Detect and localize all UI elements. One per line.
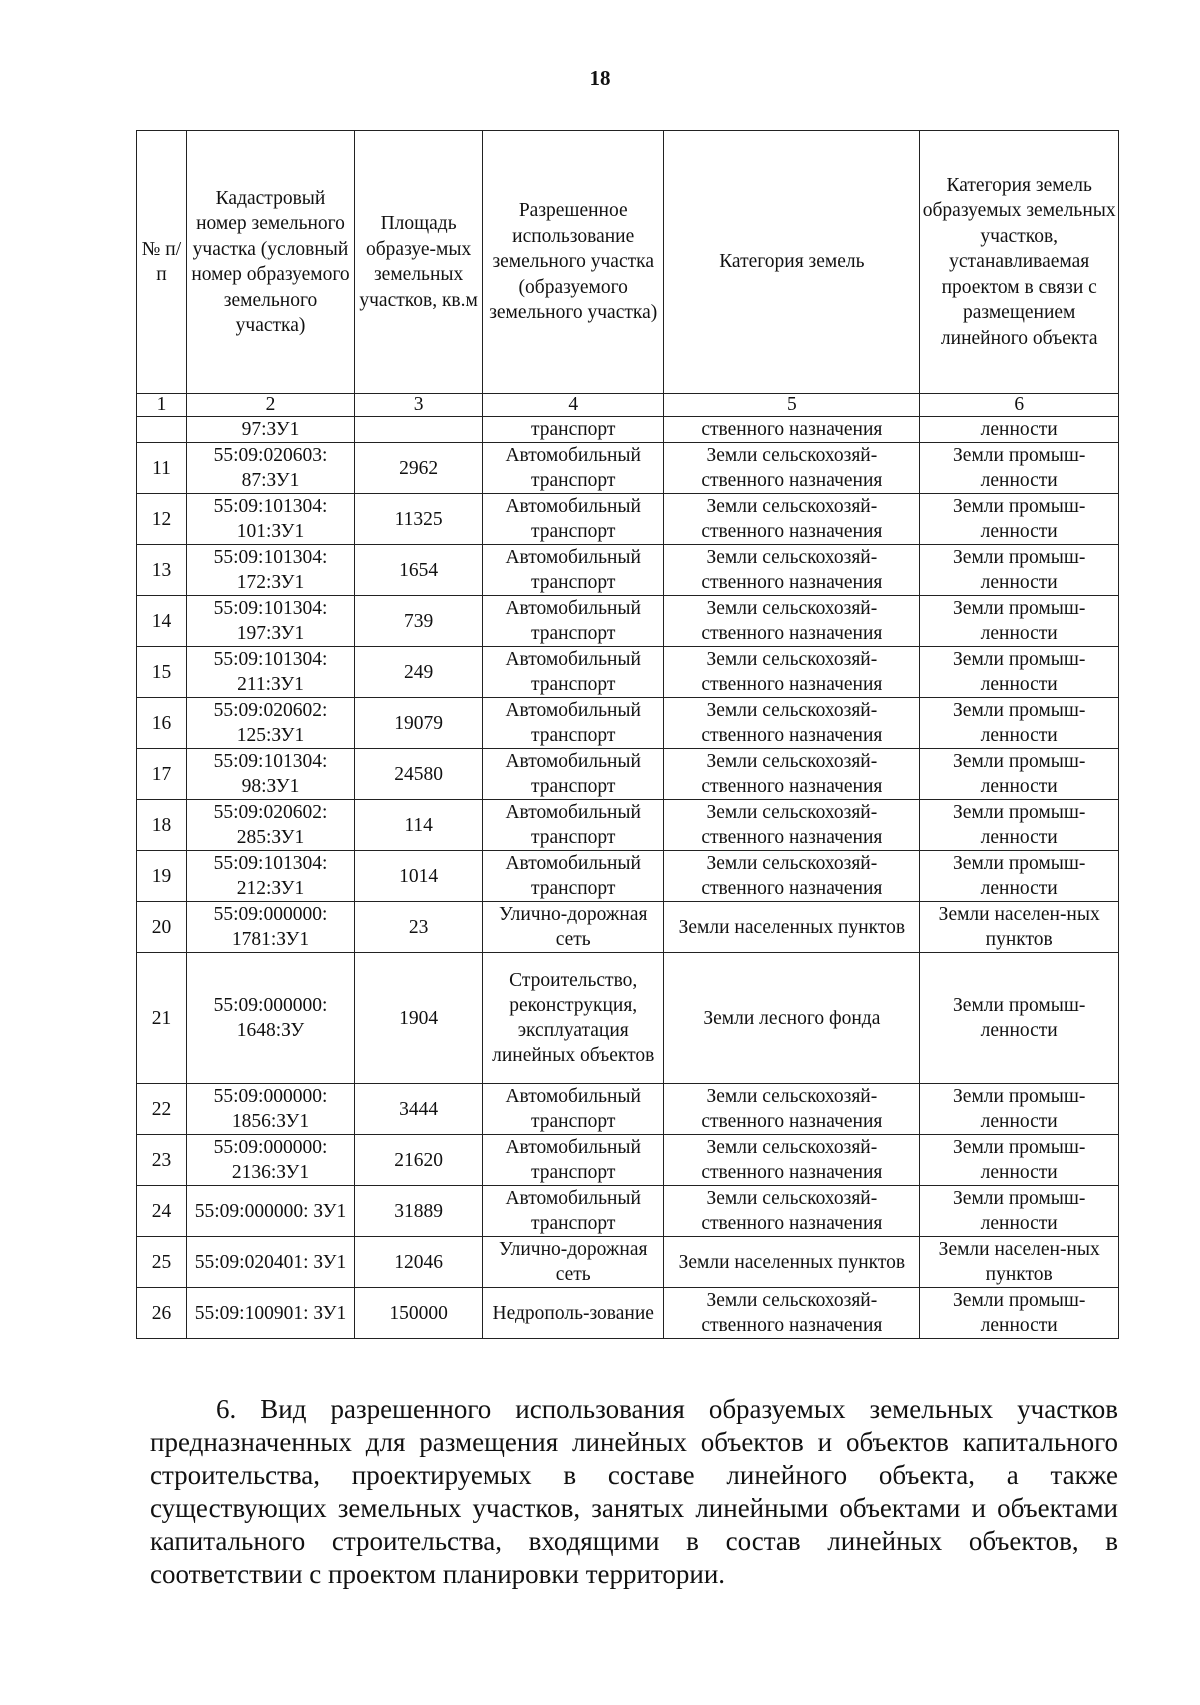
header-cell-cadastral: Кадастровый номер земельного участка (условный номер образуемого земельного участка) <box>186 131 354 394</box>
section-paragraph <box>150 1393 1118 1591</box>
table-cell: Земли сельскохозяй-ственного назначения <box>664 1135 920 1186</box>
table-cell: Земли населен-ных пунктов <box>920 1237 1119 1288</box>
table-cell: 25 <box>137 1237 187 1288</box>
table-cell: 1014 <box>355 851 483 902</box>
column-number: 5 <box>664 394 920 417</box>
table-row <box>137 494 1119 545</box>
table-cell <box>137 417 187 443</box>
column-number: 2 <box>186 394 354 417</box>
table-row <box>137 800 1119 851</box>
table-cell: 55:09:101304: 172:ЗУ1 <box>186 545 354 596</box>
table-cell: 55:09:020602: 285:ЗУ1 <box>186 800 354 851</box>
table-cell: 20 <box>137 902 187 953</box>
table-cell: Земли промыш-ленности <box>920 545 1119 596</box>
column-number: 1 <box>137 394 187 417</box>
table-cell: 55:09:000000: 1856:ЗУ1 <box>186 1084 354 1135</box>
table-cell: 31889 <box>355 1186 483 1237</box>
table-cell: Земли промыш-ленности <box>920 1135 1119 1186</box>
table-cell: Автомобильный транспорт <box>483 698 664 749</box>
table-row <box>137 1288 1119 1339</box>
table-cell: 114 <box>355 800 483 851</box>
table-cell: 3444 <box>355 1084 483 1135</box>
table-cell: 150000 <box>355 1288 483 1339</box>
table-cell: 23 <box>137 1135 187 1186</box>
table-cell: 2962 <box>355 443 483 494</box>
table-cell: 23 <box>355 902 483 953</box>
table-cell: 14 <box>137 596 187 647</box>
table-cell: 97:ЗУ1 <box>186 417 354 443</box>
table-cell: Автомобильный транспорт <box>483 443 664 494</box>
table-cell: 55:09:000000: ЗУ1 <box>186 1186 354 1237</box>
table-cell: Земли населен-ных пунктов <box>920 902 1119 953</box>
table-cell: Земли населенных пунктов <box>664 902 920 953</box>
table-cell: 12 <box>137 494 187 545</box>
table-cell: Автомобильный транспорт <box>483 851 664 902</box>
paragraph-text: 6. Вид разрешенного использования образуемых земельных участков предназначенных для размещения линейных объектов и объектов капитального строительства, проектируемых в составе линейного объекта, а также существующих земельных участков, занятых линейными объектами и объектами капитального строительства, входящими в состав линейных объектов, в соответствии с проектом планировки территории. <box>150 1394 1118 1589</box>
table-cell: Земли промыш-ленности <box>920 1288 1119 1339</box>
table-cell: Автомобильный транспорт <box>483 494 664 545</box>
table-cell: 55:09:000000: 1648:ЗУ <box>186 953 354 1084</box>
table-cell: Земли сельскохозяй-ственного назначения <box>664 851 920 902</box>
table-cell: 26 <box>137 1288 187 1339</box>
table-cell: Земли промыш-ленности <box>920 698 1119 749</box>
table-cell: 249 <box>355 647 483 698</box>
table-cell: 11 <box>137 443 187 494</box>
table-cell: Земли сельскохозяй-ственного назначения <box>664 647 920 698</box>
table-cell: 55:09:101304: 101:ЗУ1 <box>186 494 354 545</box>
table-cell <box>355 417 483 443</box>
table-cell: Автомобильный транспорт <box>483 647 664 698</box>
table-cell: 55:09:020401: ЗУ1 <box>186 1237 354 1288</box>
continuation-row <box>137 417 1119 443</box>
table-cell: Земли промыш-ленности <box>920 443 1119 494</box>
land-plots-table <box>136 130 1119 1339</box>
table-cell: 15 <box>137 647 187 698</box>
table-cell: Земли промыш-ленности <box>920 596 1119 647</box>
table-cell: 13 <box>137 545 187 596</box>
table-cell: Земли сельскохозяй-ственного назначения <box>664 749 920 800</box>
table-cell: Земли населенных пунктов <box>664 1237 920 1288</box>
table-cell: ственного назначения <box>664 417 920 443</box>
table-cell: 17 <box>137 749 187 800</box>
column-number: 4 <box>483 394 664 417</box>
table-cell: 11325 <box>355 494 483 545</box>
table-cell: 55:09:000000: 1781:ЗУ1 <box>186 902 354 953</box>
table-row <box>137 698 1119 749</box>
table-row <box>137 443 1119 494</box>
table-cell: 1654 <box>355 545 483 596</box>
column-number-row <box>137 394 1119 417</box>
table-cell: 55:09:100901: ЗУ1 <box>186 1288 354 1339</box>
table-cell: Земли сельскохозяй-ственного назначения <box>664 1288 920 1339</box>
table-cell: 19 <box>137 851 187 902</box>
table-cell: Земли лесного фонда <box>664 953 920 1084</box>
table-cell: Автомобильный транспорт <box>483 800 664 851</box>
table-cell: 55:09:020603: 87:ЗУ1 <box>186 443 354 494</box>
table-cell: Земли сельскохозяй-ственного назначения <box>664 545 920 596</box>
table-cell: 55:09:101304: 211:ЗУ1 <box>186 647 354 698</box>
table-row <box>137 902 1119 953</box>
table-cell: 55:09:020602: 125:ЗУ1 <box>186 698 354 749</box>
table-cell: Улично-дорожная сеть <box>483 1237 664 1288</box>
table-cell: Улично-дорожная сеть <box>483 902 664 953</box>
table-cell: 12046 <box>355 1237 483 1288</box>
header-cell-permitted-use: Разрешенное использование земельного участка (образуемого земельного участка) <box>483 131 664 394</box>
table-row <box>137 647 1119 698</box>
table-row <box>137 1237 1119 1288</box>
table-row <box>137 1135 1119 1186</box>
table-cell: Земли сельскохозяй-ственного назначения <box>664 443 920 494</box>
table-cell: Автомобильный транспорт <box>483 1084 664 1135</box>
table-row <box>137 749 1119 800</box>
table-cell: Земли сельскохозяй-ственного назначения <box>664 698 920 749</box>
table-cell: 16 <box>137 698 187 749</box>
table-cell: Автомобильный транспорт <box>483 1135 664 1186</box>
table-cell: ленности <box>920 417 1119 443</box>
table-cell: Земли сельскохозяй-ственного назначения <box>664 800 920 851</box>
table-cell: 55:09:101304: 98:ЗУ1 <box>186 749 354 800</box>
header-cell-area: Площадь образуе-мых земельных участков, кв.м <box>355 131 483 394</box>
table-row <box>137 953 1119 1084</box>
header-cell-new-category: Категория земель образуемых земельных участков, устанавливаемая проектом в связи с размещением линейного объекта <box>920 131 1119 394</box>
table-row <box>137 1186 1119 1237</box>
column-number: 3 <box>355 394 483 417</box>
table-cell: Земли промыш-ленности <box>920 494 1119 545</box>
table-cell: Автомобильный транспорт <box>483 749 664 800</box>
table-cell: Земли промыш-ленности <box>920 851 1119 902</box>
table-row <box>137 545 1119 596</box>
table-row <box>137 851 1119 902</box>
table-row <box>137 596 1119 647</box>
table-cell: 21 <box>137 953 187 1084</box>
table-cell: Земли промыш-ленности <box>920 800 1119 851</box>
table-cell: 739 <box>355 596 483 647</box>
table-cell: Автомобильный транспорт <box>483 596 664 647</box>
table-cell: Земли промыш-ленности <box>920 647 1119 698</box>
table-cell: 19079 <box>355 698 483 749</box>
table-cell: Земли промыш-ленности <box>920 1186 1119 1237</box>
table-cell: 22 <box>137 1084 187 1135</box>
table-cell: 55:09:101304: 212:ЗУ1 <box>186 851 354 902</box>
table-cell: Земли промыш-ленности <box>920 953 1119 1084</box>
table-cell: Автомобильный транспорт <box>483 545 664 596</box>
table-cell: 24580 <box>355 749 483 800</box>
table-cell: Земли промыш-ленности <box>920 1084 1119 1135</box>
table-cell: Земли промыш-ленности <box>920 749 1119 800</box>
table-cell: Строительство, реконструкция, эксплуатация линейных объектов <box>483 953 664 1084</box>
header-cell-land-category: Категория земель <box>664 131 920 394</box>
table-cell: 24 <box>137 1186 187 1237</box>
table-cell: 55:09:101304: 197:ЗУ1 <box>186 596 354 647</box>
page-number: 18 <box>589 66 611 90</box>
table-cell: Автомобильный транспорт <box>483 1186 664 1237</box>
table-cell: 18 <box>137 800 187 851</box>
table-cell: транспорт <box>483 417 664 443</box>
table-cell: 21620 <box>355 1135 483 1186</box>
column-number: 6 <box>920 394 1119 417</box>
table-row <box>137 1084 1119 1135</box>
table-cell: 55:09:000000: 2136:ЗУ1 <box>186 1135 354 1186</box>
table-cell: Земли сельскохозяй-ственного назначения <box>664 1186 920 1237</box>
table-cell: Недрополь-зование <box>483 1288 664 1339</box>
header-cell-number: № п/п <box>137 131 187 394</box>
table-cell: Земли сельскохозяй-ственного назначения <box>664 494 920 545</box>
table-cell: 1904 <box>355 953 483 1084</box>
header-row <box>137 131 1119 394</box>
table-cell: Земли сельскохозяй-ственного назначения <box>664 1084 920 1135</box>
table-cell: Земли сельскохозяй-ственного назначения <box>664 596 920 647</box>
